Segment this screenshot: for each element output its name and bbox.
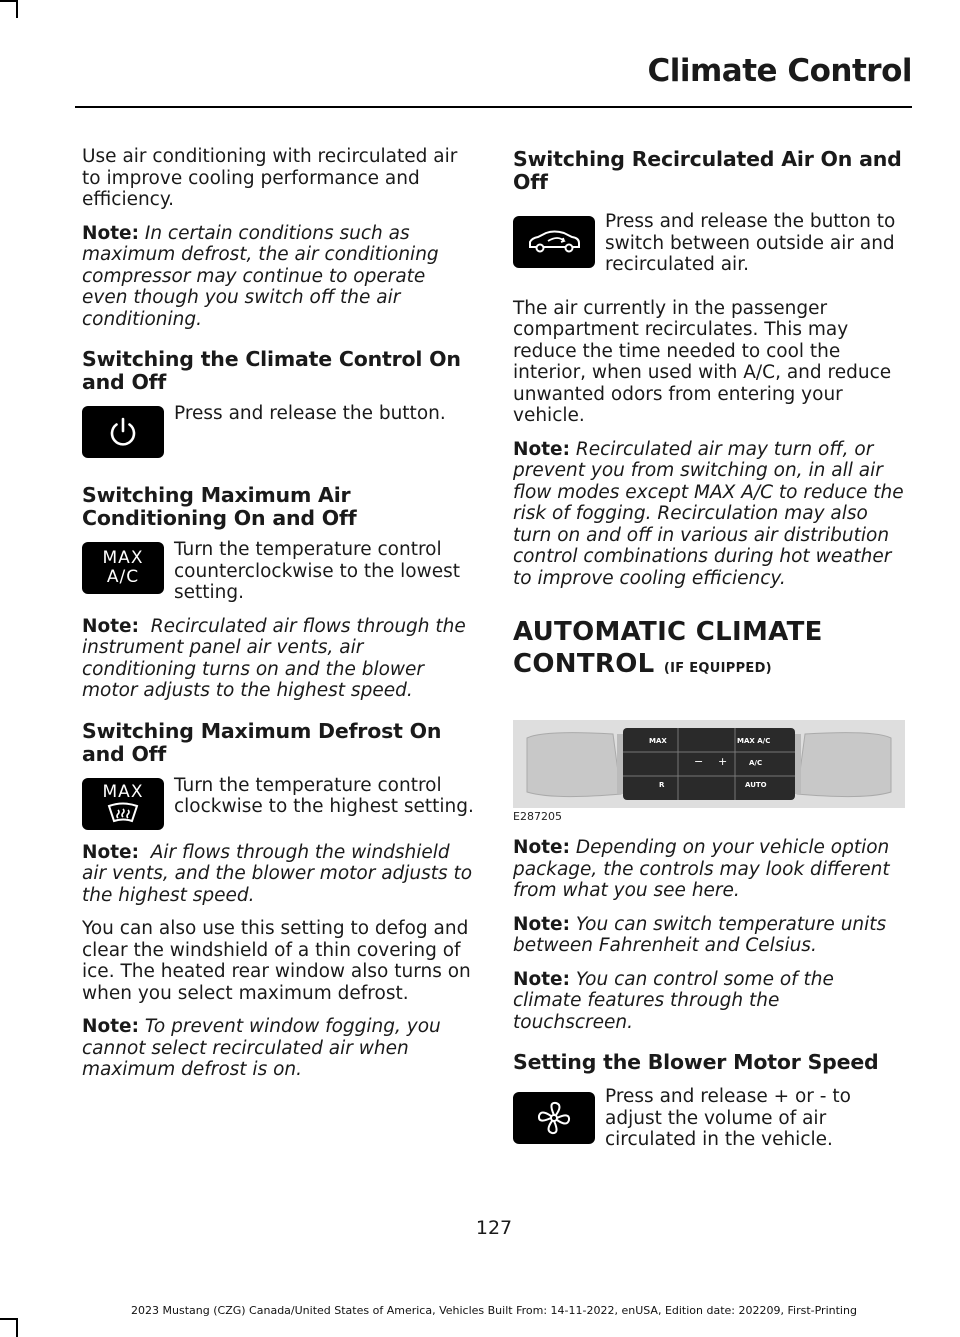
heading-climate-onoff: Switching the Climate Control On and Off <box>82 347 461 394</box>
footer-edition: 2023 Mustang (CZG) Canada/United States of America, Vehicles Built From: 14-11-2022, enUSA, Edition date: 202209, First-Printing <box>131 1304 857 1317</box>
panel-btn-max: MAX <box>649 737 667 745</box>
note-text: Recirculated air may turn off, or prevent you from switching on, in all air flow modes except MAX A/C to reduce the risk of fogging. Recirculation may also turn on and off in various air distribution control combinations during hot weather to improve cooling efficiency. <box>513 438 904 589</box>
note-text: You can switch temperature units between Fahrenheit and Celsius. <box>513 913 887 956</box>
panel-btn-auto: AUTO <box>745 781 767 789</box>
note-text: Air flows through the windshield air vents, and the blower motor adjusts to the highest speed. <box>82 841 473 906</box>
page-number: 127 <box>475 1217 513 1239</box>
climate-control-panel-image <box>513 720 905 808</box>
left-column <box>82 146 474 1093</box>
panel-fan-minus: − <box>694 755 704 768</box>
paragraph: Use air conditioning with recirculated air to improve cooling performance and efficiency. <box>82 146 458 210</box>
recirc-instruction: Press and release the button to switch between outside air and recirculated air. <box>605 211 896 275</box>
note <box>82 223 474 331</box>
panel-btn-ac: A/C <box>749 759 763 767</box>
note <box>82 842 474 907</box>
note <box>82 616 474 702</box>
note-text: You can control some of the climate features through the touchscreen. <box>513 968 834 1033</box>
max-ac-icon-bottom: A/C <box>106 567 140 587</box>
maxac-row <box>82 539 474 604</box>
blower-row <box>513 1086 905 1151</box>
paragraph: You can also use this setting to defog and clear the windshield of a thin covering of ice. The heated rear window also turns on when you select maximum defrost. <box>82 918 471 1004</box>
note <box>513 914 905 957</box>
header-rule <box>75 106 912 108</box>
onoff-instruction: Press and release the button. <box>174 403 446 424</box>
note-label: Note: <box>513 837 570 858</box>
note <box>82 1016 474 1081</box>
note-text: Recirculated air flows through the instrument panel air vents, air conditioning turns on and the blower motor adjusts to the highest speed. <box>82 615 466 701</box>
heading-recirculated-air: Switching Recirculated Air On and Off <box>513 147 902 194</box>
maxdef-instruction: Turn the temperature control clockwise to the highest setting. <box>174 774 474 817</box>
panel-fan-plus: + <box>718 755 728 768</box>
max-ac-icon-top: MAX <box>102 548 144 568</box>
note <box>513 837 905 902</box>
section-title-control: CONTROL <box>513 649 655 679</box>
note-label: Note: <box>82 615 139 637</box>
windshield-defrost-icon <box>106 802 140 824</box>
blower-instruction: Press and release + or - to adjust the volume of air circulated in the vehicle. <box>605 1086 851 1150</box>
section-title-suffix: (IF EQUIPPED) <box>663 661 772 676</box>
page-title: Climate Control <box>647 53 912 89</box>
maxac-instruction: Turn the temperature control counterclockwise to the lowest setting. <box>174 539 461 603</box>
panel-btn-r: R <box>659 781 665 789</box>
fan-icon <box>513 1092 595 1144</box>
panel-btn-maxac: MAX A/C <box>737 737 771 745</box>
note-label: Note: <box>513 968 570 990</box>
paragraph: The air currently in the passenger compartment recirculates. This may reduce the time needed to cool the interior, when used with A/C, and reduce unwanted odors from entering your vehicle. <box>513 297 892 426</box>
crop-mark <box>16 0 18 18</box>
note-label: Note: <box>82 222 139 244</box>
section-title-line1: AUTOMATIC CLIMATE <box>513 617 823 647</box>
power-button-icon <box>82 406 164 458</box>
note-text: To prevent window fogging, you cannot select recirculated air when maximum defrost is on. <box>82 1016 441 1080</box>
note-label: Note: <box>513 438 570 460</box>
recirculation-icon <box>513 216 595 268</box>
heading-max-ac: Switching Maximum Air Conditioning On and Off <box>82 483 357 530</box>
note-label: Note: <box>513 913 570 935</box>
section-title <box>513 617 905 647</box>
section-title-line2 <box>513 649 905 684</box>
max-defrost-icon <box>82 778 164 830</box>
heading-blower-speed: Setting the Blower Motor Speed <box>513 1050 879 1074</box>
heading-max-defrost: Switching Maximum Defrost On and Off <box>82 718 442 766</box>
recirc-row <box>513 211 905 276</box>
note-text: Depending on your vehicle option package, the controls may look different from what you see here. <box>513 837 890 901</box>
max-ac-icon <box>82 542 164 594</box>
onoff-row <box>82 403 474 458</box>
note-text: In certain conditions such as maximum defrost, the air conditioning compressor may continue to operate even though you switch off the air conditioning. <box>82 222 439 330</box>
figure-caption: E287205 <box>513 810 562 823</box>
note <box>513 969 905 1034</box>
note <box>513 439 905 590</box>
right-column <box>513 146 905 1163</box>
maxdef-row <box>82 774 474 830</box>
note-label: Note: <box>82 841 139 863</box>
max-defrost-icon-label: MAX <box>102 782 144 802</box>
crop-mark <box>16 1318 18 1337</box>
note-label: Note: <box>82 1016 139 1037</box>
